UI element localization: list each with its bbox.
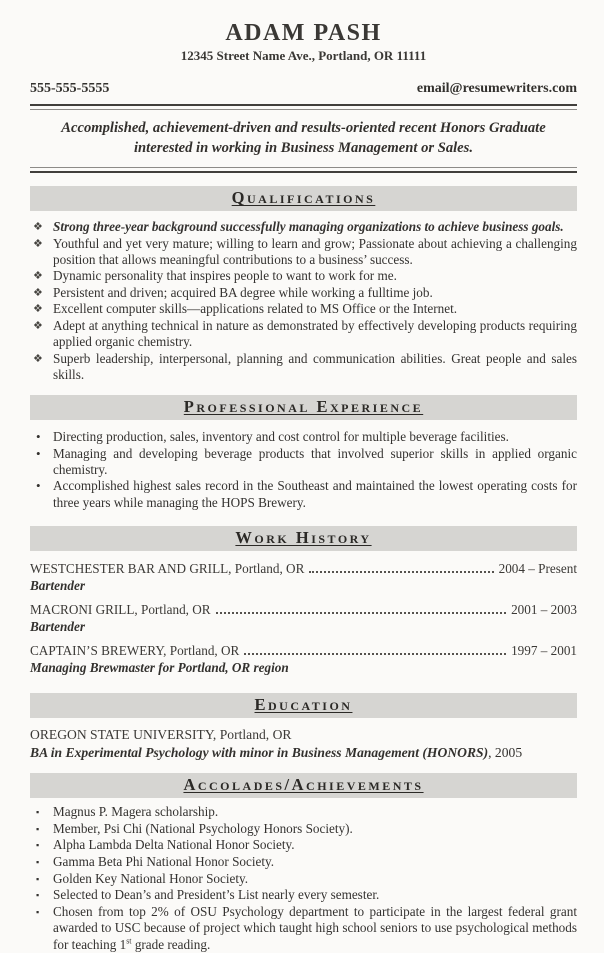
contact-row [30,81,577,97]
work-history-entry [30,602,577,635]
accolade-text-part: Chosen from top 2% of OSU Psychology department to participate in the largest federal grant awarded to USC because of project which taught high school seniors to use psychological methods for teaching 1 [53,904,577,952]
school-name: OREGON STATE UNIVERSITY, Portland, OR [30,727,292,743]
qualification-item [30,236,577,269]
company-name: MACRONI GRILL, Portland, OR [30,602,211,618]
accolade-text: Selected to Dean’s and President’s List nearly every semester. [53,887,380,903]
job-title: Managing Brewmaster for Portland, OR region [30,660,289,676]
qualifications-list [30,236,577,384]
date-range: 2004 – Present [498,561,577,577]
section-header-qualifications [30,186,577,211]
candidate-name: ADAM PASH [225,20,382,46]
section-title: Education [254,695,353,715]
date-range: 1997 – 2001 [511,643,577,659]
accolade-text: Gamma Beta Phi National Honor Society. [53,854,275,870]
section-title: Qualifications [231,188,376,208]
work-history-line [30,643,577,659]
diamond-bullet-icon: ❖ [33,303,43,316]
diamond-bullet-icon: ❖ [33,237,43,250]
dot-bullet-icon: • [36,445,41,461]
email-address: email@resumewriters.com [416,81,577,96]
experience-text: Directing production, sales, inventory and cost control for multiple beverage facilities. [53,429,509,445]
dotted-leader [309,571,493,573]
experience-item [30,429,577,445]
diamond-bullet-icon: ❖ [33,319,43,332]
qualification-item [30,268,577,285]
section-title: Accolades/Achievements [183,775,424,795]
qualification-text: Dynamic personality that inspires people to want to work for me. [53,268,397,284]
experience-text: Managing and developing beverage products that involved superior skills in applied organic chemistry. [53,445,577,478]
diamond-bullet-icon: ❖ [33,352,43,365]
work-history-line [30,561,577,577]
accolades-list [30,804,577,904]
accolade-text: Member, Psi Chi (National Psychology Honors Society). [53,820,353,836]
accolade-text: Alpha Lambda Delta National Honor Society. [53,837,295,853]
dotted-leader [244,653,506,655]
diamond-bullet-icon: ❖ [33,286,43,299]
accolade-text: Magnus P. Magera scholarship. [53,804,219,820]
degree-title: BA in Experimental Psychology with minor in Business Management (HONORS) [30,745,489,761]
accolade-item [30,887,577,904]
qualification-text: Superb leadership, interpersonal, planning and communication abilities. Great people and sales skills. [53,350,577,383]
divider-rule [30,167,577,173]
degree-line [30,745,577,761]
accolade-item [30,904,577,953]
section-title: Work History [235,528,372,548]
qualification-text: Strong three-year background successfully managing organizations to achieve business goals. [53,219,564,235]
dot-bullet-icon: • [36,429,41,445]
experience-text: Accomplished highest sales record in the Southeast and maintained the lowest operating costs for three years while managing the HOPS Brewery. [53,478,577,510]
work-history-line [30,602,577,618]
section-header-accolades [30,773,577,798]
accolade-item [30,804,577,821]
square-bullet-icon: ▪ [36,890,40,901]
square-bullet-icon: ▪ [36,807,40,818]
accolade-item [30,854,577,871]
experience-item [30,478,577,511]
qualification-lead-item [30,219,577,236]
resume-header [30,20,577,97]
qualification-text: Youthful and yet very mature; willing to learn and grow; Passionate about achieving a challenging position that allows meaningful contributions to a business’ success. [53,235,577,268]
experience-item [30,446,577,479]
qualifications-list [30,219,577,236]
accolade-item [30,871,577,888]
experience-list [30,429,577,511]
accolade-item [30,837,577,854]
dot-bullet-icon: • [36,478,41,494]
degree-year: , 2005 [488,745,523,761]
square-bullet-icon: ▪ [36,873,40,884]
date-range: 2001 – 2003 [511,602,577,618]
candidate-address: 12345 Street Name Ave., Portland, OR 11111 [180,48,427,63]
accolade-text: Golden Key National Honor Society. [53,870,249,886]
job-title: Bartender [30,578,85,594]
qualification-text: Persistent and driven; acquired BA degree while working a fulltime job. [53,284,433,300]
square-bullet-icon: ▪ [36,840,40,851]
square-bullet-icon: ▪ [36,907,40,918]
qualification-item [30,318,577,351]
dotted-leader [216,612,506,614]
work-history-entry [30,561,577,594]
qualification-item [30,301,577,318]
accolade-item [30,821,577,838]
ordinal-superscript: st [126,936,132,946]
job-title: Bartender [30,619,85,635]
qualification-item [30,351,577,384]
square-bullet-icon: ▪ [36,823,40,834]
section-header-work-history [30,526,577,551]
accolade-text [53,904,577,953]
company-name: CAPTAIN’S BREWERY, Portland, OR [30,643,240,659]
square-bullet-icon: ▪ [36,857,40,868]
diamond-bullet-icon: ❖ [33,221,43,234]
work-history-entry [30,643,577,676]
section-header-education [30,693,577,718]
qualification-text: Adept at anything technical in nature as demonstrated by effectively developing products requiring applied organic chemistry. [53,317,577,350]
section-header-professional-experience [30,395,577,420]
qualification-item [30,285,577,302]
accolades-list [30,904,577,953]
company-name: WESTCHESTER BAR AND GRILL, Portland, OR [30,561,305,577]
work-history-list [30,561,577,676]
phone-number: 555-555-5555 [30,81,110,96]
diamond-bullet-icon: ❖ [33,270,43,283]
summary-statement: Accomplished, achievement-driven and results-oriented recent Honors Graduate interested in working in Business Management or Sales. [61,120,546,157]
qualification-text: Excellent computer skills—applications related to MS Office or the Internet. [53,301,458,317]
section-title: Professional Experience [183,397,424,417]
education-block [30,727,577,761]
accolade-text-part: grade reading. [131,936,211,952]
